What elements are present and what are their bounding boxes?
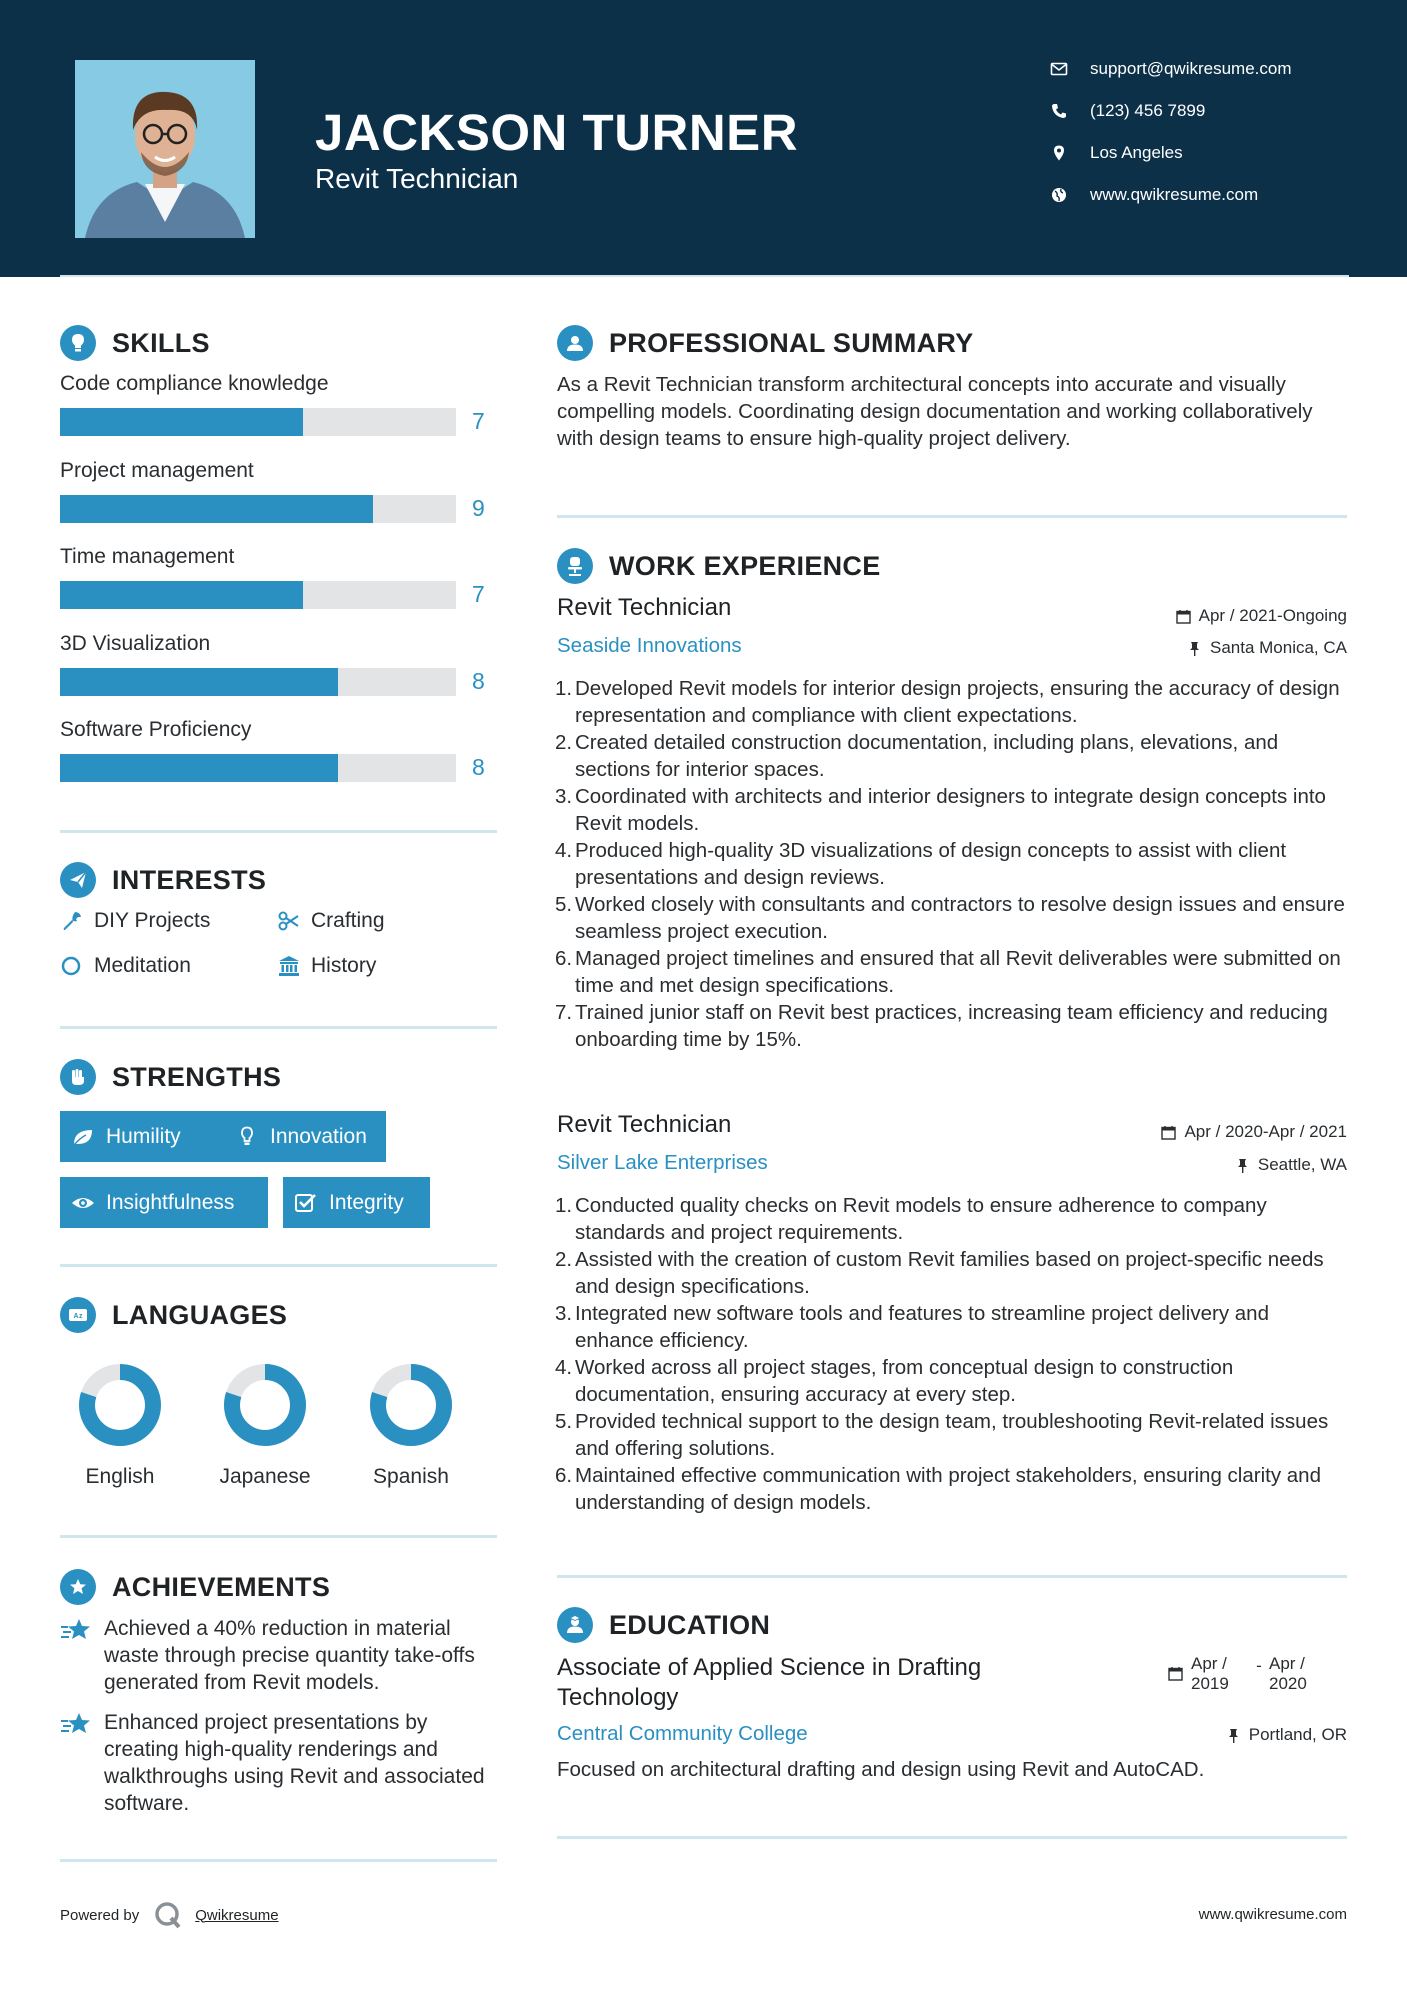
interests-title: INTERESTS [112,864,267,895]
svg-text:z: z [79,1313,83,1320]
skill-bar-fill [60,668,338,696]
section-divider [557,1575,1347,1578]
skill-bar-track [60,495,456,523]
qwikresume-link[interactable]: Qwikresume [195,1906,279,1924]
skill-bar-fill [60,408,303,436]
interest-item [277,954,376,978]
work-heading [557,548,881,584]
summary-heading [557,325,974,361]
section-divider [60,1264,497,1267]
interest-label: Crafting [311,909,385,932]
contact-phone[interactable] [1050,101,1205,121]
job-title: Revit Technician [557,1111,732,1138]
education-start: Apr / 2019 [1191,1654,1229,1693]
candidate-name: JACKSON TURNER [315,104,799,161]
fist-icon [60,1059,96,1095]
wrench-icon [60,909,84,933]
education-description: Focused on architectural drafting and design using Revit and AutoCAD. [557,1758,1205,1781]
calendar-icon [1161,1125,1176,1140]
interest-label: History [311,954,377,977]
paper-plane-icon [60,862,96,898]
job-location-text: Santa Monica, CA [1209,638,1347,657]
contact-website-text: www.qwikresume.com [1090,185,1259,204]
lightbulb-icon [60,325,96,361]
graduate-icon [557,1607,593,1643]
duty-item: 4. Worked across all project stages, from conceptual design to construction documentation, ensuring accuracy at every step. [555,1356,1234,1406]
contact-phone-text: (123) 456 7899 [1090,101,1206,120]
duty-item: 5. Worked closely with consultants and contractors to resolve design issues and ensure seamless project execution. [555,893,1345,943]
language-level-chart [366,1360,456,1450]
strength-label: Innovation [270,1124,367,1148]
skill-bar-track [60,581,456,609]
language-label: English [85,1465,155,1488]
education-school: Central Community College [557,1722,808,1745]
education-end: Apr / 2020 [1269,1654,1307,1693]
user-icon [557,325,593,361]
pushpin-icon [1226,1728,1241,1743]
section-divider [60,830,497,833]
education-title: EDUCATION [609,1609,771,1640]
duty-item: 3. Integrated new software tools and features to streamline project delivery and enhance efficiency. [555,1302,1269,1352]
contact-email-text: support@qwikresume.com [1090,59,1292,78]
interest-label: DIY Projects [94,909,211,932]
job-location [1187,638,1347,658]
contact-website[interactable] [1050,185,1258,205]
strength-badge [283,1177,430,1228]
language-donut [331,1360,491,1450]
contact-location-text: Los Angeles [1090,143,1183,162]
circle-icon [60,954,84,978]
summary-text: As a Revit Technician transform architectural concepts into accurate and visually compelling models. Coordinating design documentation and working collaboratively with design teams to ensure high-quality project delivery. [557,373,1313,450]
footer-website[interactable]: www.qwikresume.com [1198,1906,1347,1923]
strength-label: Humility [106,1124,181,1148]
duty-item: 5. Provided technical support to the design team, troubleshooting Revit-related issues and offering solutions. [555,1410,1329,1460]
pushpin-icon [1187,641,1202,656]
interest-label: Meditation [94,954,191,977]
section-divider [60,1859,497,1862]
duty-item: 4. Produced high-quality 3D visualizations of design concepts to assist with client presentations and design reviews. [555,839,1287,889]
candidate-title: Revit Technician [315,163,519,194]
skill-label: Time management [60,545,235,568]
skill-label: Project management [60,458,254,482]
job-dates [1176,606,1347,626]
contact-location [1050,143,1183,163]
star-badge-icon [60,1569,96,1605]
skill-bar-fill [60,495,373,523]
header-divider [60,275,1349,277]
lightbulb-icon [234,1126,260,1148]
achievements-heading [60,1569,330,1605]
skill-value: 7 [472,581,485,607]
job-location-text: Seattle, WA [1257,1155,1347,1174]
languages-heading [60,1297,287,1333]
job-dates-text: Apr / 2020-Apr / 2021 [1184,1122,1347,1141]
strengths-heading [60,1059,281,1095]
skill-bar-track [60,754,456,782]
languages-title: LANGUAGES [112,1299,288,1330]
skill-value: 9 [472,494,485,521]
job-duties [557,1192,1347,1516]
duty-item: 1. Conducted quality checks on Revit models to ensure adherence to company standards and project requirements. [555,1194,1267,1244]
phone-icon [1050,102,1068,120]
check-square-icon [293,1192,319,1214]
education-location [1226,1725,1347,1745]
education-date-separator: - [1256,1656,1262,1675]
strength-label: Integrity [329,1190,404,1214]
skill-value: 8 [472,667,485,694]
skills-heading [60,325,210,361]
achievement-item [60,1615,500,1696]
duty-item: 6. Managed project timelines and ensured that all Revit deliverables were submitted on time and met design specifications. [555,947,1341,997]
institution-icon [277,954,301,978]
achievement-text: Achieved a 40% reduction in material waste through precise quantity take-offs generated from Revit models. [104,1617,475,1694]
duty-item: 2. Assisted with the creation of custom Revit families based on project-specific needs and design specifications. [555,1248,1324,1298]
language-level-chart [75,1360,165,1450]
skills-title: SKILLS [112,327,210,358]
section-divider [60,1535,497,1538]
summary-title: PROFESSIONAL SUMMARY [609,327,974,358]
skill-bar-fill [60,754,338,782]
resume-header [0,0,1407,277]
calendar-icon [1176,609,1191,624]
leaf-icon [70,1126,96,1148]
qwikresume-logo-icon [153,1900,183,1930]
pushpin-icon [1235,1158,1250,1173]
duty-item: 3. Coordinated with architects and interior designers to integrate design concepts into Revit models. [555,785,1326,835]
interest-item [277,909,385,933]
strength-badge [224,1111,386,1162]
skill-bar-fill [60,581,303,609]
calendar-icon [1168,1666,1183,1681]
scissors-icon [277,909,301,933]
section-divider [60,1026,497,1029]
skill-label: 3D Visualization [60,631,211,655]
profile-photo [75,60,255,238]
duty-item: 1. Developed Revit models for interior design projects, ensuring the accuracy of design representation and compliance with client expectations. [555,677,1340,727]
interest-item [60,954,191,978]
language-level-chart [220,1360,310,1450]
strength-badge [60,1177,268,1228]
duty-item: 2. Created detailed construction documentation, including plans, elevations, and sections for interior spaces. [555,731,1279,781]
language-donut [185,1360,345,1450]
star-icon [60,1617,92,1645]
contact-email[interactable] [1050,59,1292,79]
strength-badge [60,1111,224,1162]
svg-text:A: A [73,1313,79,1320]
skill-bar-track [60,668,456,696]
job-dates [1161,1122,1347,1142]
skill-label: Code compliance knowledge [60,372,329,395]
job-title: Revit Technician [557,594,732,621]
strength-label: Insightfulness [106,1190,235,1214]
language-icon [60,1297,96,1333]
section-divider [557,1836,1347,1839]
education-heading [557,1607,770,1643]
skill-value: 7 [472,408,485,434]
office-chair-icon [557,548,593,584]
job-location [1235,1155,1347,1175]
powered-by-text: Powered by [60,1906,140,1924]
interests-heading [60,862,266,898]
map-marker-icon [1050,144,1068,162]
skill-bar-track [60,408,456,436]
education-degree: Associate of Applied Science in Drafting Technology [557,1654,982,1711]
job-dates-text: Apr / 2021-Ongoing [1198,606,1347,625]
footer-powered-by [60,1900,279,1930]
star-icon [60,1711,92,1739]
duty-item: 7. Trained junior staff on Revit best practices, increasing team efficiency and reducing onboarding time by 15%. [555,1001,1328,1051]
job-company: Seaside Innovations [557,634,742,657]
envelope-icon [1050,60,1068,78]
globe-icon [1050,186,1068,204]
language-donut [40,1360,200,1450]
job-company: Silver Lake Enterprises [557,1151,768,1174]
language-label: Japanese [219,1465,311,1488]
strengths-title: STRENGTHS [112,1061,282,1092]
skill-value: 8 [472,754,485,780]
work-title: WORK EXPERIENCE [609,550,881,581]
eye-icon [70,1192,96,1214]
skill-label: Software Proficiency [60,718,252,741]
language-label: Spanish [373,1465,449,1488]
interest-item [60,909,210,933]
achievement-text: Enhanced project presentations by creating high-quality renderings and walkthroughs using Revit and associated software. [104,1711,485,1815]
job-duties [557,675,1347,1053]
achievement-item [60,1709,500,1817]
education-dates [1168,1654,1327,1694]
section-divider [557,515,1347,518]
achievements-title: ACHIEVEMENTS [112,1571,331,1602]
duty-item: 6. Maintained effective communication with project stakeholders, ensuring clarity and understanding of design models. [555,1464,1321,1514]
education-location-text: Portland, OR [1248,1725,1347,1744]
